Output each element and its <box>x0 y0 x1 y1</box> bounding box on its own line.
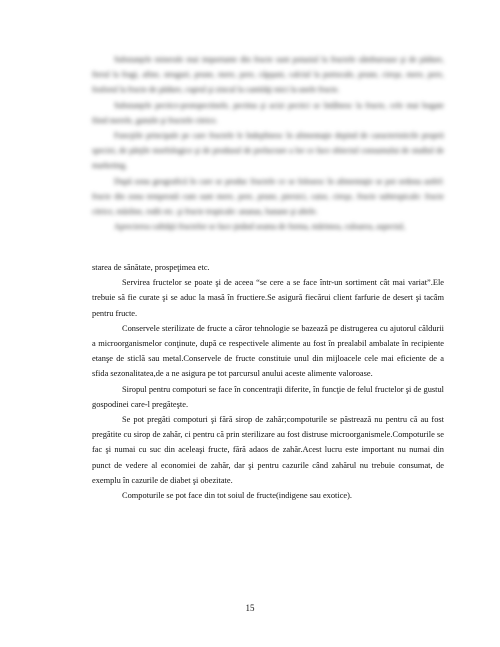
blurred-text-block <box>92 52 444 234</box>
blurred-paragraph: Substanţele minerale mai importante din fructe sunt potasiul la fructele sâmburoase şi de pădure, fierul la fragi, afine, struguri, prune, mere, pere, căpşuni, calciul la portocale, prune, cireşe, mere, pere, fosforul la fructe de pădure, cuprul şi zincul la cantităţi mici la unele fructe. <box>92 55 444 95</box>
blurred-paragraph: Aprecierea calităţii fructelor se face ţinând seama de forma, mărimea, culoarea, aspectul, <box>114 222 406 232</box>
paragraph-serving: Servirea fructelor se poate şi de aceea “se cere a se face într-un sortiment cât mai variat”.Ele trebuie să fie curate şi se aduc la masă în fructiere.Se asigură fiecărui client farfurie de desert şi tacâm pentru fructe. <box>92 278 444 318</box>
paragraph-fruit-types: Compoturile se pot face din tot soiul de fructe(indigene sau exotice). <box>122 491 353 501</box>
paragraph-syrup: Siropul pentru compoturi se face în concentraţii diferite, în funcţie de felul fructelor şi de gustul gospodinei care-l pregăteşte. <box>92 384 444 409</box>
paragraph-compotes: Se pot pregăti compoturi şi fără sirop de zahăr;compoturile se păstrează nu pentru că au fost pregătite cu sirop de zahăr, ci pentru că prin sterilizare au fost distruse microorganismele.Compoturile se fac şi numai cu suc din aceleaşi fructe, fără adaos de zahăr.Acest lucru este important nu numai din punct de vedere al economiei de zahăr, dar şi pentru cazurile când zahărul nu trebuie consumat, de exemplu în cazurile de diabet şi obezitate. <box>92 415 444 485</box>
blurred-paragraph: Funcţiile principale pe care fructele le îndeplinesc în alimentaţie depind de caracteristicile proprii speciei, de părţile morfologice şi de produsul de prelucrare a lor ce face obiectul consumului de studiul de marketing. <box>92 131 444 171</box>
body-text <box>92 260 444 503</box>
page-number: 15 <box>245 603 255 613</box>
blurred-paragraph: După zona geografică în care se produc fructele ce se folosesc în alimentaţie se pot ordona astfel: fructe din zona temperată cum sunt mere, pere, prune, piersici, caise, cireşe, fructe subtropicale: fructe citrice, măsline, rodii etc. şi fructe tropicale: ananas, banane şi altele. <box>92 176 444 217</box>
paragraph-continuation: starea de sănătate, prospeţimea etc. <box>92 263 210 272</box>
blurred-paragraph: Substanţele pectice-protopectinele, pectina şi acizi pectici se întâlnesc la fructe, cele mai bogate fiind merele, gutuile şi fructele citrice. <box>92 100 444 125</box>
paragraph-conserves: Conservele sterilizate de fructe a căror tehnologie se bazează pe distrugerea cu ajutorul căldurii a microorganismelor conţinute, după ce respectivele alimente au fost în prealabil ambalate în recipiente etanşe de sticlă sau metal.Conservele de fructe constituie unul din mijloacele cele mai eficiente de a sfida sezonalitatea,de a ne asigura pe tot parcursul anului aceste alimente valoroase. <box>92 323 444 379</box>
